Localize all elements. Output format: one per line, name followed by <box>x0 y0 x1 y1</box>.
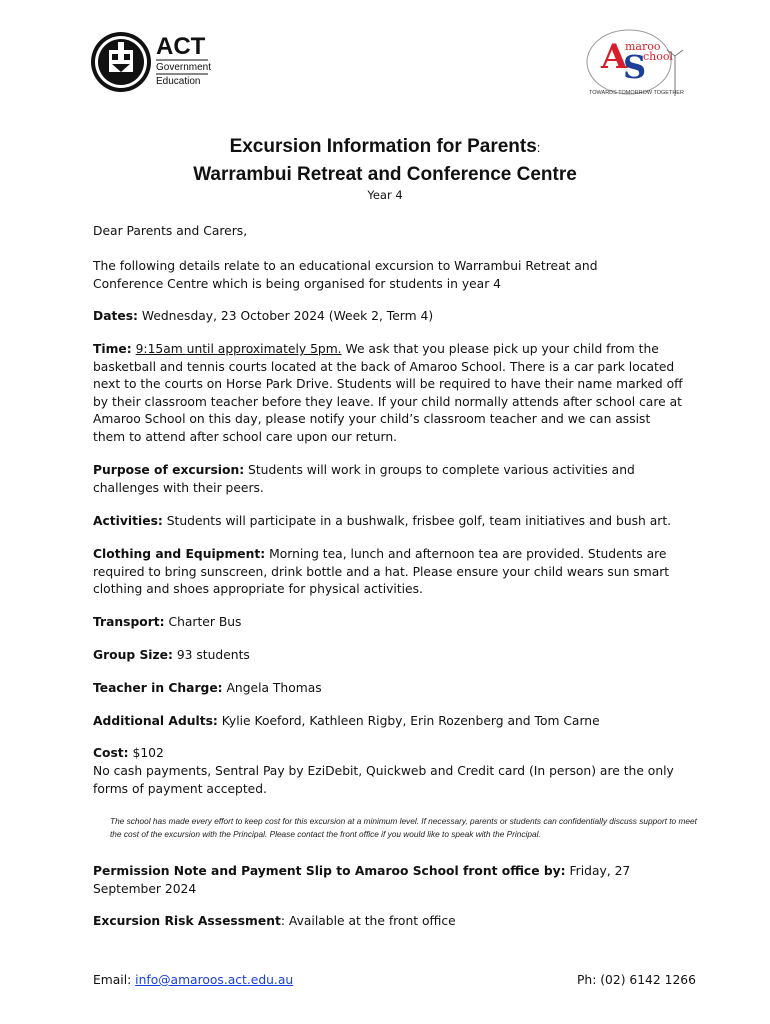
email-link[interactable]: info@amaroos.act.edu.au <box>135 973 294 987</box>
additional-adults-line: Additional Adults: Kylie Koeford, Kathleen Rigby, Erin Rozenberg and Tom Carne <box>93 714 600 728</box>
document-title-line2: Warrambui Retreat and Conference Centre <box>193 164 577 185</box>
document-title-line1: Excursion Information for Parents: <box>229 136 541 157</box>
amaroo-logo-name-a: maroo <box>625 40 661 53</box>
payment-methods: No cash payments, Sentral Pay by EziDebit, Quickweb and Credit card (In person) are the only forms of payment accepted. <box>93 764 674 796</box>
amaroo-logo-name-s: chool <box>643 50 674 63</box>
amaroo-logo-motto: TOWARDS TOMORROW TOGETHER <box>589 90 684 96</box>
act-government-logo <box>90 30 220 94</box>
teacher-line: Teacher in Charge: Angela Thomas <box>93 681 322 695</box>
clothing-paragraph: Clothing and Equipment: Morning tea, lunch and afternoon tea are provided. Students are required to bring sunscreen, drink bottle and a hat. Please ensure your child wears sun smart clothing and shoes appropriate for physical activities. <box>93 547 670 596</box>
transport-line: Transport: Charter Bus <box>93 615 242 629</box>
risk-assessment-line: Excursion Risk Assessment: Available at the front office <box>93 914 456 928</box>
amaroo-school-logo <box>583 26 685 98</box>
intro-paragraph: The following details relate to an educational excursion to Warrambui Retreat and Conference Centre which is being organised for students in year 4 <box>93 259 598 291</box>
act-logo-line1: ACT <box>156 33 206 60</box>
time-paragraph: Time: 9:15am until approximately 5pm. We ask that you please pick up your child from the basketball and tennis courts located at the back of Amaroo School. There is a car park located next to the courts on Horse Park Drive. Students will be required to have their name marked off by their classroom teacher before they leave. If your child normally attends after school care at Amaroo School on this day, please notify your child’s classroom teacher and we can assist them to attend after school care upon our return. <box>93 342 683 444</box>
activities-line: Activities: Students will participate in a bushwalk, frisbee golf, team initiatives and bush art. <box>93 514 672 528</box>
greeting: Dear Parents and Carers, <box>93 224 248 238</box>
act-logo-line3: Education <box>156 76 201 87</box>
svg-text:S: S <box>623 48 647 86</box>
year-level: Year 4 <box>367 188 403 202</box>
footer-email: Email: info@amaroos.act.edu.au <box>93 973 294 987</box>
act-logo-line2: Government <box>156 62 212 73</box>
footer-phone: Ph: (02) 6142 1266 <box>577 973 696 987</box>
cost-support-note: The school has made every effort to keep cost for this excursion at a minimum level. If necessary, parents or students can confidentially discuss support to meet the cost of the excursion with the Principal. Please contact the front office if you would like to speak with the Principal. <box>110 816 697 839</box>
dates-line: Dates: Wednesday, 23 October 2024 (Week 2, Term 4) <box>93 309 434 323</box>
cost-line: Cost: $102 <box>93 746 164 760</box>
group-size-line: Group Size: 93 students <box>93 648 250 662</box>
permission-line: Permission Note and Payment Slip to Amaroo School front office by: Friday, 27 September 2024 <box>93 864 631 896</box>
purpose-paragraph: Purpose of excursion: Students will work in groups to complete various activities and challenges with their peers. <box>93 463 635 495</box>
svg-text:A: A <box>601 37 628 77</box>
